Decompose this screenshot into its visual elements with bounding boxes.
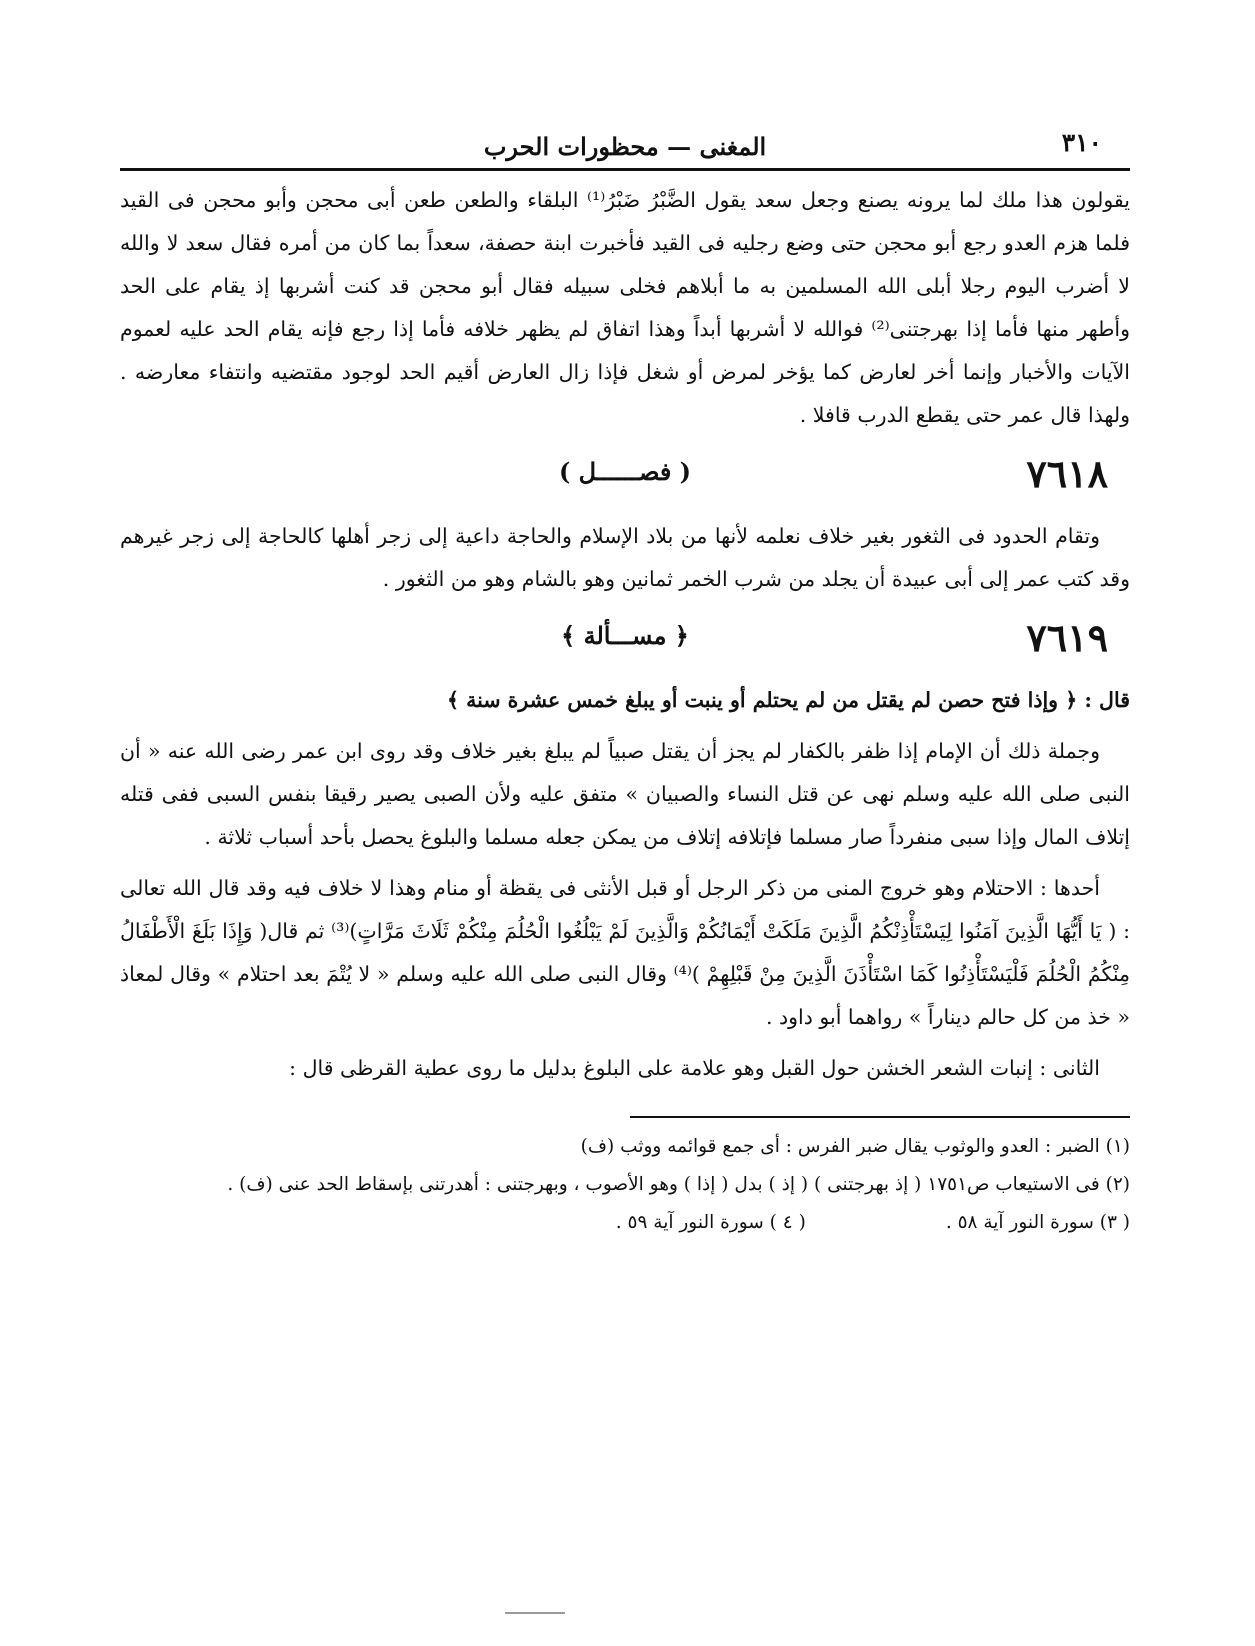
header-title: المغنى — محظورات الحرب [483,132,767,161]
page-number: ٣١٠ [1061,128,1102,157]
running-head [120,120,1130,166]
footnote-4: ( ٤ ) سورة النور آية ٥٩ . [615,1212,806,1233]
section-title: ﴿ مســـألة ﴾ [561,621,689,650]
footnote-rule [630,1116,1130,1118]
footnote-2: (٢) فى الاستيعاب ص١٧٥١ ( إذ بهرجتنى ) ( إذ ) بدل ( إذا ) وهو الأصوب ، وبهرجتنى : أهدرتنى بإسقاط الحد عنى (ف) . [227,1174,1130,1195]
header-rule [120,168,1130,171]
paragraph-continuation: يقولون هذا ملك لما يرونه يصنع وجعل سعد يقول الضَّبْرُ ضَبْرُ⁽¹⁾ البلقاء والطعن طعن أبى محجن وأبو محجن فى القيد فلما هزم العدو رجع أبو محجن حتى وضع رجليه فى القيد فأخبرت ابنة حصفة، سعداً بما كان من أمره فقال سعد لا والله لا أضرب اليوم رجلا أبلى الله المسلمين به ما أبلاهم فخلى سبيله فقال أبو محجن قد كنت أشربها إذ يقام على الحد وأطهر منها فأما إذا بهرجتنى⁽²⁾ فوالله لا أشربها أبداً وهذا اتفاق لم يظهر خلافه فأما إذا رجع فإنه يقام الحد عليه لعموم الآيات والأخبار وإنما أخر لعارض كما يؤخر لمرض أو شغل فإذا زال العارض أقيم الحد لوجود مقتضيه وانتفاء معارضه . ولهذا قال عمر حتى يقطع الدرب قافلا . [120,188,1130,427]
footnotes [120,1128,1130,1242]
issue-statement: قال : ﴿ وإذا فتح حصن لم يقتل من لم يحتلم أو ينبت أو يبلغ خمس عشرة سنة ﴾ [447,688,1130,712]
paragraph-child-captives: وجملة ذلك أن الإمام إذا ظفر بالكفار لم يجز أن يقتل صبياً لم يبلغ بغير خلاف وقد روى ابن عمر رضى الله عنه « أن النبى صلى الله عليه وسلم نهى عن قتل النساء والصبيان » متفق عليه ولأن الصبى يصير رقيقا بنفس السبى ففى قتله إتلاف المال وإذا سبى منفرداً صار مسلما فإتلافه إتلاف من يمكن جعله مسلما والبلوغ يحصل بأحد أسباب ثلاثة . [120,739,1130,849]
section-heading-7618 [120,445,1130,507]
section-title: ( فصــــــل ) [558,457,692,486]
section-number: ٧٦١٩ [1026,615,1108,660]
footnote-1: (١) الضبر : العدو والوثوب يقال ضبر الفرس : أى جمع قوائمه ووثب (ف) [580,1136,1130,1157]
paragraph-first-sign: أحدها : الاحتلام وهو خروج المنى من ذكر الرجل أو قبل الأنثى فى يقظة أو منام وهذا لا خلاف فيه وقد قال الله تعالى : ( يَا أَيُّهَا الَّذِينَ آمَنُوا لِيَسْتَأْذِنْكُمُ الَّذِينَ مَلَكَتْ أَيْمَانُكُمْ وَالَّذِينَ لَمْ يَبْلُغُوا الْحُلُمَ مِنْكُمْ ثَلَاثَ مَرَّاتٍ)⁽³⁾ ثم قال( وَإِذَا بَلَغَ الْأَطْفَالُ مِنْكُمُ الْحُلُمَ فَلْيَسْتَأْذِنُوا كَمَا اسْتَأْذَنَ الَّذِينَ مِنْ قَبْلِهِمْ )⁽⁴⁾ وقال النبى صلى الله عليه وسلم « لا يُتْمَ بعد احتلام » وقال لمعاذ « خذ من كل حالم ديناراً » رواهما أبو داود . [120,876,1130,1029]
section-heading-7619 [120,609,1130,671]
paragraph-second-sign: الثانى : إنبات الشعر الخشن حول القبل وهو علامة على البلوغ بدليل ما روى عطية القرظى قال : [289,1056,1100,1080]
page-bottom-mark [505,1612,565,1614]
section-number: ٧٦١٨ [1026,451,1108,496]
footnote-pair [120,1204,1130,1242]
book-page [120,120,1130,1242]
footnote-3: ( ٣) سورة النور آية ٥٨ . [945,1212,1130,1233]
paragraph-frontier-penalties: وتقام الحدود فى الثغور بغير خلاف نعلمه لأنها من بلاد الإسلام والحاجة داعية إلى زجر أهلها كالحاجة إلى زجر غيرهم وقد كتب عمر إلى أبى عبيدة أن يجلد من شرب الخمر ثمانين وهو بالشام وهو من الثغور . [120,524,1130,591]
